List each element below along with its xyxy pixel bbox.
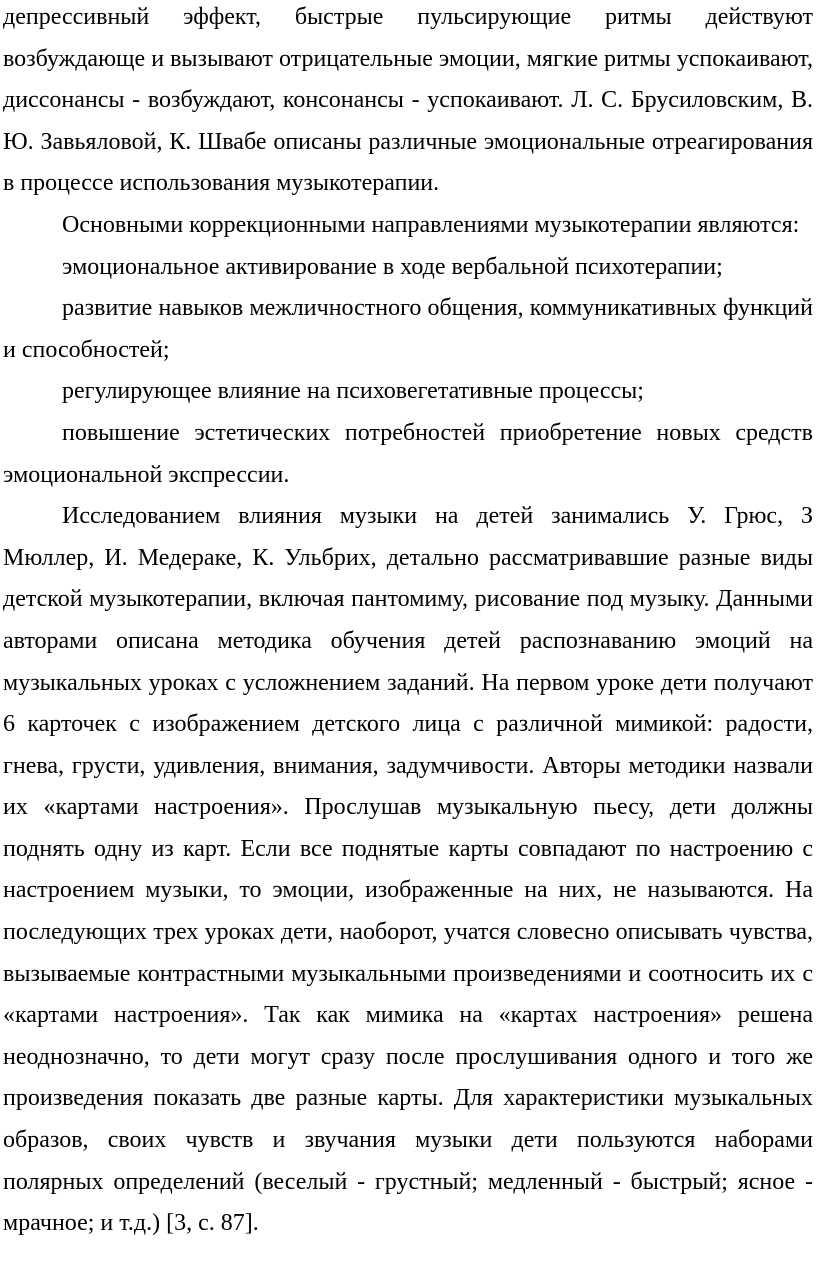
paragraph-directions-intro: Основными коррекционными направлениями музыкотерапии являются: <box>62 211 800 238</box>
list-item-emotional-activation: эмоциональное активирование в ходе вербальной психотерапии; <box>62 253 723 280</box>
paragraph-research-children: Исследованием влияния музыки на детей занимались У. Грюс, З Мюллер, И. Медераке, К. Ульбрих, детально рассматривавшие разные виды детской музыкотерапии, включая пантомиму, рисование под музыку. Данными авторами описана методика обучения детей распознаванию эмоций на музыкальных уроках с усложнением заданий. На первом уроке дети получают 6 карточек с изображением детского лица с различной мимикой: радости, гнева, грусти, удивления, внимания, задумчивости. Авторы методики назвали их «картами настроения». Прослушав музыкальную пьесу, дети должны поднять одну из карт. Если все поднятые карты совпадают по настроению с настроением музыки, то эмоции, изображенные на них, не называются. На последующих трех уроках дети, наоборот, учатся словесно описывать чувства, вызываемые контрастными музыкальными произведениями и соотносить их с «картами настроения». Так как мимика на «картах настроения» решена неоднозначно, то дети могут сразу после прослушивания одного и того же произведения показать две разные карты. Для характеристики музыкальных образов, своих чувств и звучания музыки дети пользуются наборами полярных определений (веселый - грустный; медленный - быстрый; ясное - мрачное; и т.д.) [3, с. 87]. <box>3 503 813 1237</box>
list-item-communication-skills: развитие навыков межличностного общения, коммуникативных функций и способностей; <box>3 295 813 363</box>
list-item-psychovegetative: регулирующее влияние на психовегетативные процессы; <box>62 378 644 405</box>
document-body <box>3 0 813 1245</box>
paragraph-continuation: депрессивный эффект, быстрые пульсирующие ритмы действуют возбуждающе и вызывают отрицательные эмоции, мягкие ритмы успокаивают, диссонансы - возбуждают, консонансы - успокаивают. Л. С. Брусиловским, В. Ю. Завьяловой, К. Швабе описаны различные эмоциональные отреагирования в процессе использования музыкотерапии. <box>3 4 813 197</box>
list-item-aesthetic-needs: повышение эстетических потребностей приобретение новых средств эмоциональной экспрессии. <box>3 419 813 488</box>
